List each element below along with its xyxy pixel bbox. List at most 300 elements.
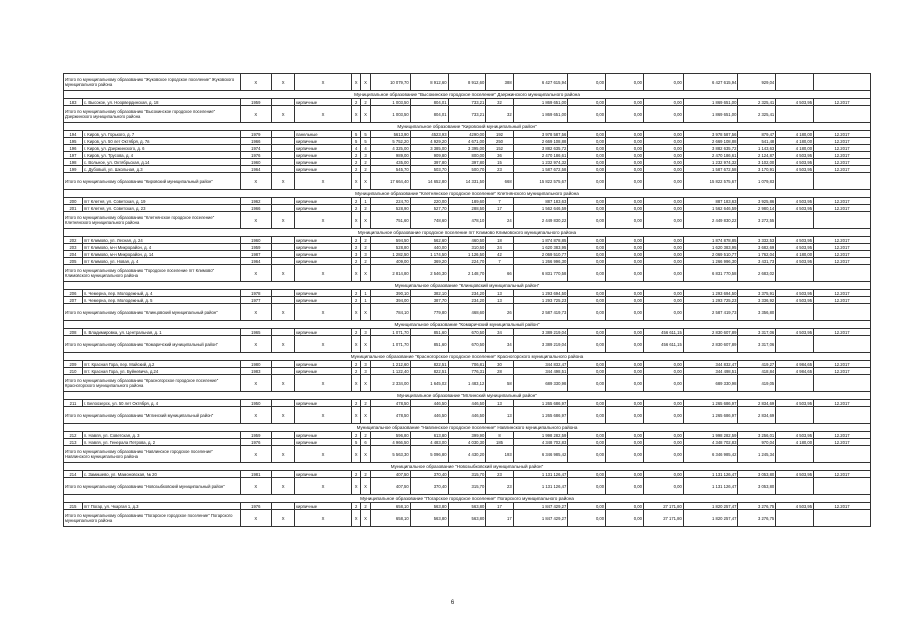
table-cell	[272, 432, 295, 439]
table-cell: X	[361, 106, 370, 123]
table-cell: 3 276,75	[738, 503, 776, 510]
table-cell: 1962	[240, 198, 272, 205]
table-cell: 2	[361, 159, 370, 166]
table-cell: 0,00	[606, 503, 644, 510]
table-cell: 500,70	[448, 166, 486, 173]
table-cell: 0,00	[643, 159, 683, 166]
table-cell: 4 180,00	[776, 251, 814, 258]
table-cell: 34	[486, 336, 513, 353]
table-cell: 1 131 126,47	[683, 471, 738, 478]
table-cell: 250	[486, 138, 513, 145]
table-cell: 2 449 830,22	[513, 212, 568, 229]
table-row	[64, 329, 871, 336]
table-cell: 0,00	[643, 131, 683, 138]
table-cell	[814, 510, 871, 527]
table-cell: кирпичные	[295, 258, 352, 265]
table-cell: с. Замишево, ул. Мамоновская, № 20	[82, 471, 240, 478]
table-cell: 2	[351, 152, 360, 159]
table-cell: 528,80	[370, 244, 410, 251]
table-cell: X	[272, 478, 295, 495]
table-cell	[814, 478, 871, 495]
table-cell	[776, 106, 814, 123]
table-cell: 3	[361, 329, 370, 336]
table-cell: X	[295, 375, 352, 392]
table-cell: 12.2017	[814, 198, 871, 205]
table-cell: X	[361, 173, 370, 190]
table-cell: 4 503,95	[776, 471, 814, 478]
table-cell: 397,80	[448, 159, 486, 166]
table-cell: 4 929,20	[410, 138, 448, 145]
table-cell: 10 079,70	[370, 74, 410, 91]
table-cell: 12.2017	[814, 432, 871, 439]
table-cell: 6 346 985,42	[513, 446, 568, 463]
table-cell: 4 430,20	[448, 446, 486, 463]
table-cell: 6 831 770,58	[683, 265, 738, 282]
table-cell: 1 869 651,00	[683, 99, 738, 106]
table-cell: 0,00	[606, 145, 644, 152]
table-cell: 0,00	[643, 439, 683, 446]
table-cell: 0,00	[606, 336, 644, 353]
table-cell: 4 984,65	[776, 361, 814, 368]
total-label: Итого по муниципальному образованию "Высокинское городское поселение" Дзержинского муниципального района	[64, 106, 241, 123]
table-cell: 563,80	[410, 503, 448, 510]
table-cell: 5	[361, 131, 370, 138]
table-cell: 2	[351, 166, 360, 173]
table-cell	[272, 237, 295, 244]
table-cell: 15	[486, 159, 513, 166]
table-cell: кирпичные	[295, 503, 352, 510]
table-cell: 0,00	[606, 304, 644, 321]
table-cell: 2 830 607,89	[683, 329, 738, 336]
table-cell: пгт Климово, ул. Новая, д. 4	[82, 258, 240, 265]
table-cell: 0,00	[643, 212, 683, 229]
table-cell: 409,00	[370, 258, 410, 265]
table-cell: X	[351, 265, 360, 282]
table-cell: 0,00	[568, 74, 606, 91]
table-cell: X	[295, 106, 352, 123]
table-cell: 1 587 672,58	[683, 166, 738, 173]
table-cell: 2	[361, 166, 370, 173]
total-label: Итого по муниципальному образованию "Клинцовский муниципальный район"	[64, 304, 241, 321]
table-cell	[272, 152, 295, 159]
table-cell: X	[361, 74, 370, 91]
table-cell: 12.2017	[814, 131, 871, 138]
table-cell: 1 212,60	[370, 361, 410, 368]
table-cell: 183	[64, 99, 83, 106]
table-cell: 0,00	[606, 74, 644, 91]
table-cell: 5	[351, 138, 360, 145]
table-cell: 3 682,69	[738, 244, 776, 251]
table-cell: 1 079,83	[738, 173, 776, 190]
table-cell: 0,00	[606, 510, 644, 527]
table-cell: панельные	[295, 131, 352, 138]
table-cell: 1 143,63	[738, 145, 776, 152]
table-cell: 12.2017	[814, 244, 871, 251]
table-cell: 2 069 510,77	[513, 251, 568, 258]
table-cell: 4	[351, 145, 360, 152]
table-cell: 13	[486, 290, 513, 297]
table-cell: 206	[64, 290, 83, 297]
table-cell: 2	[351, 471, 360, 478]
table-cell: 3 317,06	[738, 329, 776, 336]
table-cell: 3 256,01	[738, 432, 776, 439]
table-row	[64, 503, 871, 510]
table-cell: 435,00	[370, 159, 410, 166]
table-cell: 1 131 126,47	[513, 478, 568, 495]
table-cell: 1960	[240, 237, 272, 244]
table-cell: 0,00	[643, 471, 683, 478]
total-row	[64, 304, 871, 321]
table-cell: 32	[486, 106, 513, 123]
table-cell: 1	[361, 198, 370, 205]
table-cell: X	[295, 478, 352, 495]
table-cell: 12.2017	[814, 159, 871, 166]
table-cell: 7	[486, 258, 513, 265]
table-cell: 2 069 510,77	[683, 251, 738, 258]
table-cell: 0,00	[643, 173, 683, 190]
table-cell	[272, 159, 295, 166]
table-cell: 0,00	[606, 407, 644, 424]
table-cell: кирпичные	[295, 290, 352, 297]
table-cell: 670,50	[448, 329, 486, 336]
table-cell: X	[240, 212, 272, 229]
table-cell: 1 245,34	[738, 446, 776, 463]
table-cell: 562,60	[410, 237, 448, 244]
table-cell: 2	[361, 258, 370, 265]
table-cell: 887 183,63	[513, 198, 568, 205]
table-cell: 2	[361, 205, 370, 212]
table-cell: 0,00	[568, 145, 606, 152]
table-cell: 0,00	[606, 361, 644, 368]
section-header-row	[64, 495, 871, 503]
table-cell: с. Высокое, ул. Ноорвердинская, д. 18	[82, 99, 240, 106]
table-cell: 370,40	[410, 471, 448, 478]
table-cell: 0,00	[568, 375, 606, 392]
table-cell: 0,00	[568, 446, 606, 463]
table-cell: 192	[486, 131, 513, 138]
table-cell: 0,00	[606, 368, 644, 375]
table-cell: 1 265 686,97	[513, 407, 568, 424]
table-row	[64, 237, 871, 244]
table-cell: 456 611,15	[643, 329, 683, 336]
table-cell: 12.2017	[814, 145, 871, 152]
table-cell	[272, 166, 295, 173]
table-cell	[776, 74, 814, 91]
table-cell: пгт Клетня, ул. Советская, д. 23	[82, 205, 240, 212]
table-cell: пгт Климово, ул. Лесная, д. 24	[82, 237, 240, 244]
table-cell: 23	[486, 478, 513, 495]
table-cell: 3 389 219,04	[513, 329, 568, 336]
table-cell: 0,00	[568, 361, 606, 368]
table-cell: 12.2017	[814, 251, 871, 258]
table-cell: 0,00	[643, 99, 683, 106]
table-row	[64, 138, 871, 145]
table-cell: 689 330,98	[683, 375, 738, 392]
table-cell: 3 925,86	[738, 198, 776, 205]
table-cell: 822,51	[410, 368, 448, 375]
table-cell: 1 587 672,58	[513, 166, 568, 173]
table-cell: 224,70	[448, 258, 486, 265]
table-cell: 970,04	[738, 439, 776, 446]
table-cell: 4 503,95	[776, 503, 814, 510]
section-header-row	[64, 321, 871, 329]
table-cell: 0,00	[606, 237, 644, 244]
total-label: Итого по муниципальному образованию "Жуковское городское поселение" Жуковского муниципального района	[64, 74, 241, 91]
table-cell: X	[351, 173, 360, 190]
table-cell: г. Киров, ул. Дзержинского, д. 6	[82, 145, 240, 152]
table-cell: кирпичные	[295, 432, 352, 439]
table-cell: 6 427 615,94	[513, 74, 568, 91]
total-row	[64, 265, 871, 282]
table-cell: X	[272, 173, 295, 190]
table-cell: 193	[486, 446, 513, 463]
table-cell: 0,00	[643, 368, 683, 375]
table-cell: 0,00	[606, 173, 644, 190]
table-cell: 12.2017	[814, 297, 871, 304]
table-cell: 30	[486, 361, 513, 368]
table-cell: 58	[486, 375, 513, 392]
table-cell: 0,00	[568, 159, 606, 166]
table-cell: 0,00	[568, 99, 606, 106]
table-cell	[272, 258, 295, 265]
table-cell: 0,00	[643, 251, 683, 258]
table-cell: 418,84	[738, 368, 776, 375]
table-cell: кирпичные	[295, 138, 352, 145]
section-title: Муниципальное образование "Новозыбковский муниципальный район"	[64, 463, 871, 471]
housing-register-table	[63, 73, 871, 527]
table-cell: кирпичные	[295, 145, 352, 152]
table-cell: 0,00	[606, 265, 644, 282]
table-cell: 2 834,69	[738, 407, 776, 424]
table-cell	[776, 173, 814, 190]
table-cell: 18	[486, 237, 513, 244]
table-cell: 0,00	[606, 131, 644, 138]
table-row	[64, 290, 871, 297]
table-cell: 208	[64, 329, 83, 336]
table-cell	[272, 503, 295, 510]
table-cell: 12.2017	[814, 99, 871, 106]
table-cell: 0,00	[568, 212, 606, 229]
table-cell: 224,70	[370, 198, 410, 205]
table-cell: 2 980,14	[738, 205, 776, 212]
table-cell: 2	[351, 198, 360, 205]
table-cell: 879,47	[738, 131, 776, 138]
table-cell: 1 869 651,00	[513, 99, 568, 106]
table-cell: 34	[486, 329, 513, 336]
table-cell: 0,00	[643, 244, 683, 251]
table-cell: 1 071,70	[370, 329, 410, 336]
table-cell: 4 483,00	[410, 439, 448, 446]
table-cell: 1976	[240, 503, 272, 510]
table-cell: 4 503,95	[776, 297, 814, 304]
table-row	[64, 152, 871, 159]
table-cell: 706,81	[448, 361, 486, 368]
table-cell: 397,80	[410, 159, 448, 166]
section-title: Муниципальное образование "Красногорское городское поселение" Красногорского муниципального района	[64, 353, 871, 361]
table-cell: 2	[351, 432, 360, 439]
table-cell: 12.2017	[814, 258, 871, 265]
table-cell: 7	[486, 198, 513, 205]
table-cell: X	[240, 173, 272, 190]
table-row	[64, 432, 871, 439]
table-cell: X	[351, 106, 360, 123]
table-row	[64, 145, 871, 152]
table-cell	[776, 265, 814, 282]
table-cell: г. Киров, ул. Трусова, д. 4	[82, 152, 240, 159]
table-cell: 2 683,02	[738, 265, 776, 282]
table-cell: пгт Климово, м-н Микрорайон, д. 14	[82, 251, 240, 258]
table-cell	[272, 251, 295, 258]
table-cell: 394,00	[370, 297, 410, 304]
table-cell: 13	[486, 297, 513, 304]
table-cell: 733,21	[448, 99, 486, 106]
table-cell: X	[361, 265, 370, 282]
table-cell: 2	[351, 290, 360, 297]
table-cell: 12.2017	[814, 329, 871, 336]
table-cell: п. Навля, ул. Генерала Петрова, д. 2	[82, 439, 240, 446]
table-cell: 2	[351, 205, 360, 212]
table-cell: 563,80	[448, 510, 486, 527]
section-title: Муниципальное образование "Погарское городское поселение" Погарского муниципального района	[64, 495, 871, 503]
table-cell: 2	[351, 99, 360, 106]
table-cell: 0,00	[643, 152, 683, 159]
table-cell: 197	[64, 152, 83, 159]
table-cell: 388	[486, 74, 513, 91]
table-cell: кирпичные	[295, 159, 352, 166]
table-cell: 2 470 186,61	[683, 152, 738, 159]
table-cell: 0,00	[606, 251, 644, 258]
section-header-row	[64, 229, 871, 237]
table-cell: X	[240, 304, 272, 321]
table-cell: 3 356,80	[738, 304, 776, 321]
table-cell: 446,50	[448, 400, 486, 407]
table-cell: 3 332,53	[738, 237, 776, 244]
table-cell: 0,00	[606, 198, 644, 205]
table-cell: 4 503,95	[776, 290, 814, 297]
table-cell: 2	[351, 258, 360, 265]
table-cell: 0,00	[568, 106, 606, 123]
table-cell: X	[272, 375, 295, 392]
table-cell: 36	[486, 152, 513, 159]
table-cell: 1 003,50	[370, 99, 410, 106]
table-cell: 751,60	[370, 212, 410, 229]
table-cell: X	[272, 265, 295, 282]
table-cell: 2	[361, 237, 370, 244]
table-cell: 4 180,00	[776, 439, 814, 446]
table-cell: 1 265 686,97	[683, 400, 738, 407]
table-cell: 1 847 429,27	[513, 503, 568, 510]
table-cell: кирпичные	[295, 297, 352, 304]
table-cell: 0,00	[643, 138, 683, 145]
table-row	[64, 131, 871, 138]
table-cell: 387,70	[410, 297, 448, 304]
table-cell: 1 620 383,95	[513, 244, 568, 251]
table-cell: X	[361, 336, 370, 353]
table-cell: 2	[351, 368, 360, 375]
table-cell: 1964	[240, 166, 272, 173]
table-cell: X	[240, 478, 272, 495]
table-cell: X	[361, 478, 370, 495]
section-header-row	[64, 190, 871, 198]
table-cell: X	[240, 265, 272, 282]
table-cell: кирпичные	[295, 251, 352, 258]
table-cell: кирпичные	[295, 99, 352, 106]
table-cell: 4 503,95	[776, 329, 814, 336]
table-cell: 689 330,98	[513, 375, 568, 392]
table-cell: 3 431,73	[738, 258, 776, 265]
table-cell: 1 293 694,50	[513, 290, 568, 297]
table-cell: 851,60	[410, 336, 448, 353]
table-cell: 407,50	[370, 478, 410, 495]
section-header-row	[64, 424, 871, 432]
table-cell: X	[240, 446, 272, 463]
table-cell	[776, 212, 814, 229]
table-cell: 1 293 694,50	[683, 290, 738, 297]
table-row	[64, 439, 871, 446]
table-row	[64, 99, 871, 106]
section-title: Муниципальное образование "Клетнянское городское поселение" Клетнянского муниципального района	[64, 190, 871, 198]
table-cell: 4 503,95	[776, 198, 814, 205]
table-cell	[814, 304, 871, 321]
table-cell: 2	[361, 99, 370, 106]
table-cell: 17	[486, 510, 513, 527]
table-cell: 527,70	[410, 205, 448, 212]
table-cell: 12.2017	[814, 138, 871, 145]
total-label: Итого по муниципальному образованию "Городское поселение пгт Климово" Климовского муниципального района	[64, 265, 241, 282]
total-row	[64, 510, 871, 527]
table-cell: 3	[361, 361, 370, 368]
table-cell: 4 984,65	[776, 368, 814, 375]
table-cell: 12.2017	[814, 205, 871, 212]
total-row	[64, 336, 871, 353]
table-cell: 2 546,30	[410, 265, 448, 282]
table-cell: 8	[486, 432, 513, 439]
table-cell: 214	[64, 471, 83, 478]
table-cell: 209	[64, 361, 83, 368]
table-cell: 528,90	[370, 205, 410, 212]
table-cell: X	[240, 74, 272, 91]
table-cell: 1 122,40	[370, 368, 410, 375]
table-cell: 1 265 686,97	[683, 407, 738, 424]
table-cell: 4 503,95	[776, 400, 814, 407]
table-cell: 4 503,95	[776, 99, 814, 106]
table-cell: 8 912,60	[448, 74, 486, 91]
table-cell: 822,51	[410, 361, 448, 368]
table-cell: кирпичные	[295, 152, 352, 159]
table-cell: 3 276,75	[738, 510, 776, 527]
table-cell	[776, 510, 814, 527]
table-cell: 14 331,50	[448, 173, 486, 190]
table-cell: 213	[64, 439, 83, 446]
table-cell: 0,00	[643, 407, 683, 424]
table-cell: 3 317,06	[738, 336, 776, 353]
table-cell: 0,00	[643, 106, 683, 123]
table-cell: 478,50	[370, 407, 410, 424]
table-cell: 468,60	[448, 304, 486, 321]
table-cell: г. Киров, ул. Горького, д. 7	[82, 131, 240, 138]
table-cell: X	[295, 304, 352, 321]
table-cell: 0,00	[643, 478, 683, 495]
table-cell: кирпичные	[295, 361, 352, 368]
table-cell: 0,00	[568, 205, 606, 212]
table-cell	[272, 198, 295, 205]
table-cell: 15 822 575,67	[683, 173, 738, 190]
table-cell: 0,00	[643, 432, 683, 439]
table-cell: 2 325,41	[738, 99, 776, 106]
table-cell: 201	[64, 205, 83, 212]
table-cell: 3 102,00	[738, 159, 776, 166]
table-cell	[814, 446, 871, 463]
